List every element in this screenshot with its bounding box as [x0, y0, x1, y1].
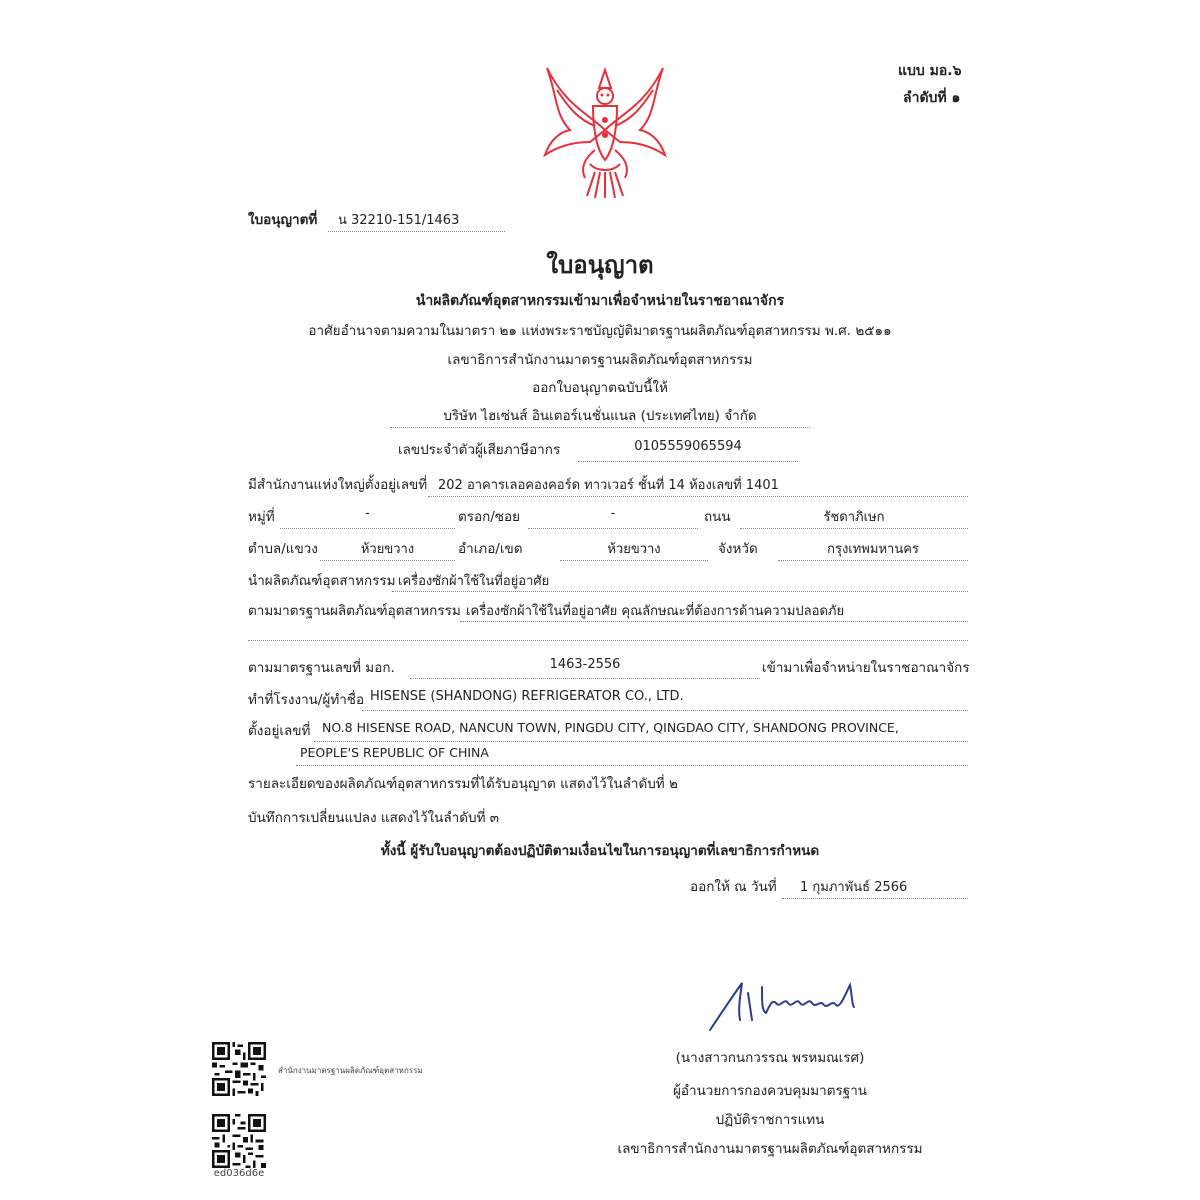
soi-label: ตรอก/ซอย [458, 509, 521, 525]
subdistrict-value: ห้วยขวาง [360, 542, 415, 557]
licensee-company: บริษัท ไฮเซ่นส์ อินเตอร์เนชั่นแนล (ประเทศไทย) จำกัด [443, 408, 757, 424]
import-suffix: เข้ามาเพื่อจำหน่ายในราชอาณาจักร [762, 660, 970, 676]
district-value: ห้วยขวาง [607, 542, 661, 557]
qr-caption: สำนักงานมาตรฐานผลิตภัณฑ์อุตสาหกรรม [278, 1066, 423, 1075]
license-number-label: ใบอนุญาตที่ [248, 212, 318, 228]
factory-name-line [362, 710, 968, 711]
province-value: กรุงเทพมหานคร [827, 542, 919, 557]
subdistrict-line [320, 560, 455, 561]
soi-line [528, 528, 698, 529]
subdistrict-label: ตำบล/แขวง [248, 541, 318, 557]
standard-line-2 [248, 640, 968, 641]
factory-name: HISENSE (SHANDONG) REFRIGERATOR CO., LTD. [370, 689, 684, 704]
factory-address-line-2 [296, 765, 968, 766]
signatory-on-behalf: เลขาธิการสำนักงานมาตรฐานผลิตภัณฑ์อุตสาหกรรม [617, 1141, 923, 1157]
district-label: อำเภอ/เขต [458, 541, 523, 557]
signatory-name: (นางสาวกนกวรรณ พรหมณเรศ) [675, 1050, 865, 1066]
province-line [778, 560, 968, 561]
qr-code-icon [212, 1042, 266, 1096]
condition-note: ทั้งนี้ ผู้รับใบอนุญาตต้องปฏิบัติตามเงื่อนไขในการอนุญาตที่เลขาธิการกำหนด [380, 843, 820, 859]
factory-address-label: ตั้งอยู่เลขที่ [248, 723, 311, 739]
hq-label: มีสำนักงานแห่งใหญ่ตั้งอยู่เลขที่ [248, 477, 428, 493]
form-code: แบบ มอ.๖ [898, 63, 962, 79]
issue-date-label: ออกให้ ณ วันที่ [690, 879, 777, 895]
product-label: นำผลิตภัณฑ์อุตสาหกรรม [248, 573, 396, 589]
hq-address: 202 อาคารเลอคองคอร์ด ทาวเวอร์ ชั้นที่ 14 ห้องเลขที่ 1401 [438, 478, 779, 493]
license-number: น 32210-151/1463 [338, 213, 460, 228]
std-no-line [410, 678, 760, 679]
std-no-label: ตามมาตรฐานเลขที่ มอก. [248, 660, 395, 676]
district-line [560, 560, 708, 561]
factory-address-line2: PEOPLE'S REPUBLIC OF CHINA [300, 745, 489, 760]
moo-line [280, 528, 455, 529]
factory-address-line-1 [314, 741, 968, 742]
license-number-line [328, 231, 505, 232]
province-label: จังหวัด [718, 541, 758, 557]
company-line [390, 427, 810, 428]
moo-value: - [365, 506, 370, 521]
issue-to-line: ออกใบอนุญาตฉบับนี้ให้ [532, 380, 668, 396]
tax-id: 0105559065594 [634, 439, 742, 454]
road-label: ถนน [704, 509, 731, 525]
document-title: ใบอนุญาต [546, 251, 654, 279]
std-no-value: 1463-2556 [549, 657, 621, 672]
tax-id-label: เลขประจำตัวผู้เสียภาษีอากร [398, 442, 561, 458]
road-value: รัชดาภิเษก [823, 510, 885, 525]
qr-code-icon [212, 1114, 266, 1168]
signatory-acting: ปฏิบัติราชการแทน [715, 1112, 825, 1128]
tax-id-line [578, 461, 798, 462]
garuda-emblem-icon [535, 60, 675, 200]
soi-value: - [610, 506, 616, 521]
standard-line-1 [460, 621, 968, 622]
authority-line: อาศัยอำนาจตามความในมาตรา ๒๑ แห่งพระราชบัญญัติมาตรฐานผลิตภัณฑ์อุตสาหกรรม พ.ศ. ๒๕๑๑ [308, 323, 892, 339]
details-note: รายละเอียดของผลิตภัณฑ์อุตสาหกรรมที่ได้รับอนุญาต แสดงไว้ในลำดับที่ ๒ [248, 776, 678, 792]
moo-label: หมู่ที่ [248, 509, 275, 525]
hq-line [428, 496, 968, 497]
road-line [740, 528, 968, 529]
issue-date: 1 กุมภาพันธ์ 2566 [800, 880, 908, 895]
signatory-position: ผู้อำนวยการกองควบคุมมาตรฐาน [672, 1083, 868, 1099]
signature-image [700, 975, 870, 1035]
standard-value: เครื่องซักผ้าใช้ในที่อยู่อาศัย คุณลักษณะที่ต้องการด้านความปลอดภัย [466, 604, 845, 619]
factory-address-line1: NO.8 HISENSE ROAD, NANCUN TOWN, PINGDU CITY, QINGDAO CITY, SHANDONG PROVINCE, [322, 720, 899, 735]
page-sequence: ลำดับที่ ๑ [903, 90, 961, 106]
document-subtitle: นำผลิตภัณฑ์อุตสาหกรรมเข้ามาเพื่อจำหน่ายในราชอาณาจักร [415, 293, 785, 309]
issuer-line: เลขาธิการสำนักงานมาตรฐานผลิตภัณฑ์อุตสาหกรรม [447, 352, 753, 368]
changes-note: บันทึกการเปลี่ยนแปลง แสดงไว้ในลำดับที่ ๓ [248, 810, 499, 826]
standard-label: ตามมาตรฐานผลิตภัณฑ์อุตสาหกรรม [248, 603, 461, 619]
document-code: ed036d6e [213, 1168, 265, 1179]
factory-name-label: ทำที่โรงงาน/ผู้ทำชื่อ [248, 692, 365, 708]
product-value: เครื่องซักผ้าใช้ในที่อยู่อาศัย [398, 574, 550, 589]
issue-date-line [782, 898, 968, 899]
product-line [392, 591, 968, 592]
